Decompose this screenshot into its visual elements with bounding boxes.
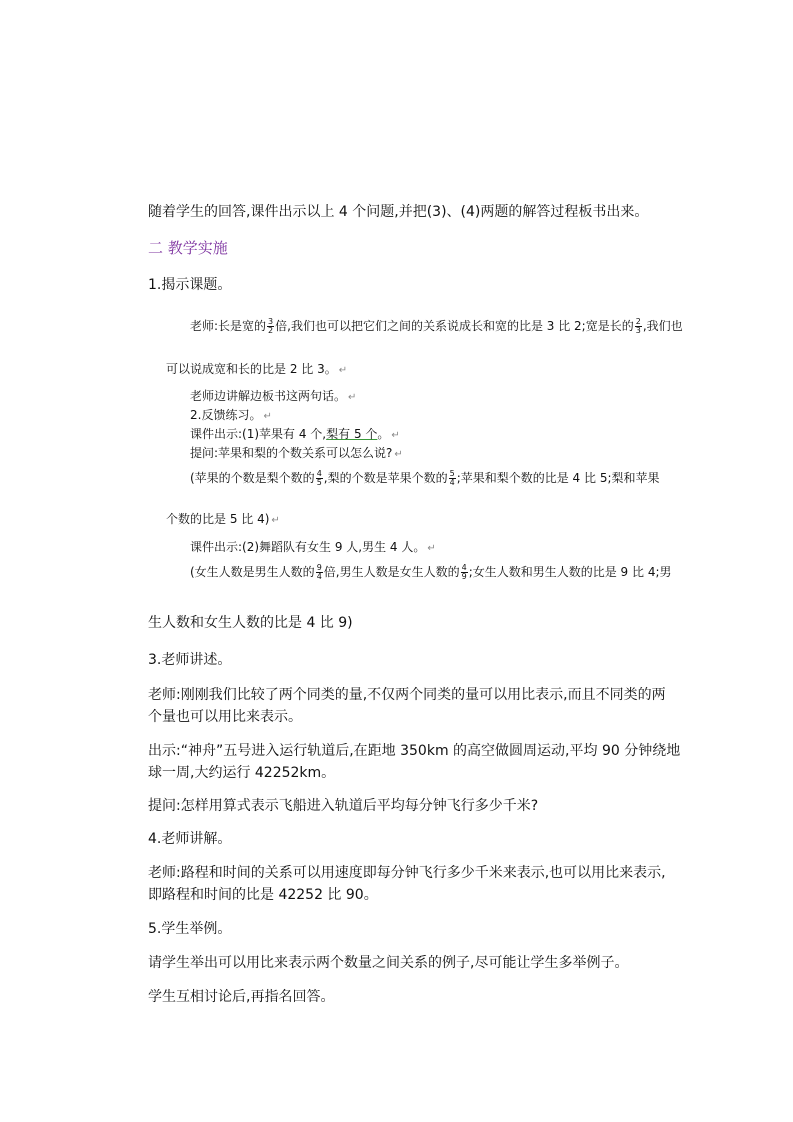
fraction-4-5: $\frac{4}{5}$: [316, 469, 322, 487]
answer-1-cont: 个数的比是 5 比 4) ↵: [166, 512, 280, 526]
return-mark-icon: ↵: [394, 449, 403, 460]
shenzhou-line-1: 出示:“神舟”五号进入运行轨道后,在距地 350km 的高空做圆周运动,平均 90 分钟绕地: [148, 743, 681, 759]
fraction-9-4: $\frac{9}{4}$: [316, 563, 322, 581]
paragraph-intro: 随着学生的回答,课件出示以上 4 个问题,并把(3)、(4)两题的解答过程板书出来。: [148, 204, 649, 220]
answer-2: (女生人数是男生人数的 $\frac{9}{4}$ 倍,男生人数是女生人数的 $\frac{4}{9}$ ;女生人数和男生人数的比是 9 比 4;男: [190, 563, 672, 581]
fraction-3-2: $\frac{3}{2}$: [268, 317, 274, 335]
return-mark-icon: ↵: [427, 543, 436, 554]
teacher-explain-line-2: 个量也可以用比来表示。: [148, 709, 302, 725]
teacher-line-1-cont: 可以说成宽和长的比是 2 比 3。 ↵: [166, 362, 348, 376]
step-4-title: 4.老师讲解。: [148, 831, 232, 847]
return-mark-icon: ↵: [338, 365, 348, 376]
question-1: 提问:苹果和梨的个数关系可以怎么说? ↵: [190, 446, 403, 460]
teacher-speed-line-1: 老师:路程和时间的关系可以用速度即每分钟飞行多少千米来表示,也可以用比来表示,: [148, 865, 666, 881]
step-2-title: 2.反馈练习。 ↵: [190, 408, 272, 422]
step-3-title: 3.老师讲述。: [148, 652, 232, 668]
student-examples: 请学生举出可以用比来表示两个数量之间关系的例子,尽可能让学生多举例子。: [148, 955, 629, 971]
underlined-text: 梨有 5 个: [326, 427, 378, 441]
return-mark-icon: ↵: [391, 430, 400, 441]
return-mark-icon: ↵: [263, 411, 272, 422]
teacher-line-1-c: ,我们也: [642, 319, 683, 333]
teacher-line-1-b: 倍,我们也可以把它们之间的关系说成长和宽的比是 3 比 2;宽是长的: [275, 319, 634, 333]
return-mark-icon: ↵: [348, 392, 357, 403]
fraction-5-4: $\frac{5}{4}$: [449, 469, 455, 487]
teacher-speed-line-2: 即路程和时间的比是 42252 比 90。: [148, 887, 378, 903]
student-discussion: 学生互相讨论后,再指名回答。: [148, 989, 335, 1005]
exercise-2: 课件出示:(2)舞蹈队有女生 9 人,男生 4 人。 ↵: [190, 540, 436, 554]
board-note: 老师边讲解边板书这两句话。 ↵: [190, 389, 357, 403]
teacher-line-1-a: 老师:长是宽的: [190, 319, 267, 333]
step-1-title: 1.揭示课题。: [148, 277, 232, 293]
teacher-explain-line-1: 老师:刚刚我们比较了两个同类的量,不仅两个同类的量可以用比表示,而且不同类的两: [148, 687, 666, 703]
fraction-2-3: $\frac{2}{3}$: [635, 317, 641, 335]
answer-1: (苹果的个数是梨个数的 $\frac{4}{5}$ ,梨的个数是苹果个数的 $\frac{5}{4}$ ;苹果和梨个数的比是 4 比 5;梨和苹果: [190, 469, 660, 487]
return-mark-icon: ↵: [271, 515, 280, 526]
fraction-4-9: $\frac{4}{9}$: [461, 563, 467, 581]
step-5-title: 5.学生举例。: [148, 921, 232, 937]
question-speed: 提问:怎样用算式表示飞船进入轨道后平均每分钟飞行多少千米?: [148, 798, 539, 814]
answer-2-cont: 生人数和女生人数的比是 4 比 9): [148, 615, 353, 631]
shenzhou-line-2: 球一周,大约运行 42252km。: [148, 765, 336, 781]
exercise-1: 课件出示:(1)苹果有 4 个,梨有 5 个。 ↵: [190, 427, 400, 441]
teacher-line-1: [190, 317, 683, 335]
section-heading: 二 教学实施: [148, 239, 228, 257]
